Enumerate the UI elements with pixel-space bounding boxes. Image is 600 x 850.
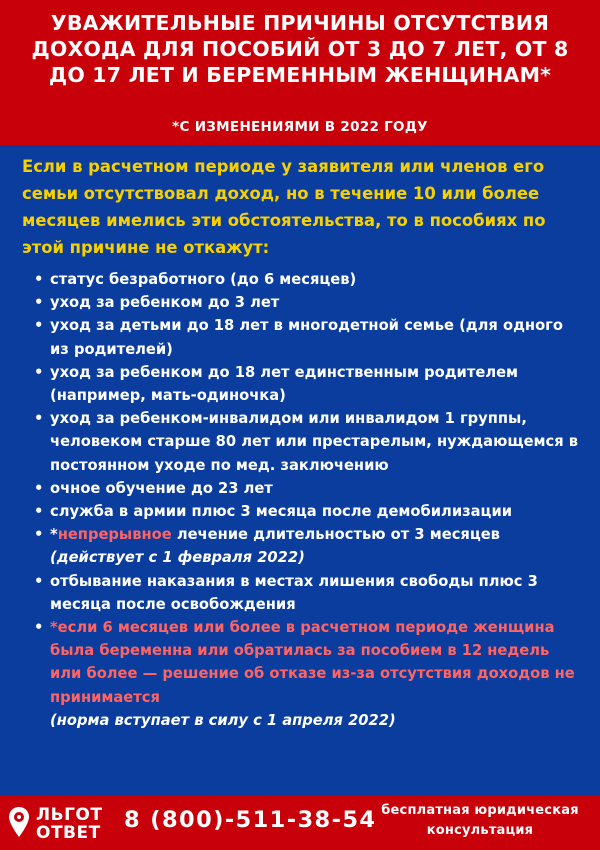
- page-title: УВАЖИТЕЛЬНЫЕ ПРИЧИНЫ ОТСУТСТВИЯ ДОХОДА ДЛЯ ПОСОБИЙ ОТ 3 ДО 7 ЛЕТ, ОТ 8 ДО 17 ЛЕТ И БЕРЕМЕННЫМ ЖЕНЩИНАМ*: [31, 11, 569, 87]
- bullet-icon: •: [34, 572, 44, 590]
- bullet-icon: •: [34, 503, 44, 521]
- list-item: [34, 477, 584, 500]
- list-item: [34, 291, 584, 314]
- effective-date-note: (норма вступает в силу с 1 апреля 2022): [50, 711, 396, 729]
- list-item: [34, 570, 584, 616]
- consultation-text: [366, 801, 594, 841]
- location-pin-icon: [8, 806, 30, 838]
- condition-text: служба в армии плюс 3 месяца после демобилизации: [50, 503, 513, 521]
- bullet-icon: •: [34, 363, 44, 381]
- main-content: [0, 145, 600, 795]
- list-item: [34, 500, 584, 523]
- intro-text: Если в расчетном периоде у заявителя или членов его семьи отсутствовал доход, но в течение 10 или более месяцев имелись эти обстоятельства, то в пособиях по этой причине не откажут:: [22, 157, 546, 257]
- list-item: [34, 361, 584, 407]
- list-item: [34, 407, 584, 477]
- condition-text: уход за детьми до 18 лет в многодетной семье (для одного из родителей): [50, 317, 563, 358]
- bullet-icon: •: [34, 479, 44, 497]
- bullet-icon: •: [34, 619, 44, 637]
- header: [0, 0, 600, 145]
- condition-text: очное обучение до 23 лет: [50, 479, 273, 497]
- list-item: [34, 314, 584, 360]
- condition-text: уход за ребенком до 18 лет единственным родителем (например, мать-одиночка): [50, 363, 519, 405]
- condition-text: уход за ребенком-инвалидом или инвалидом 1 группы, человеком старше 80 лет или престарелым, нуждающемся в постоянном уходе по мед. заключению: [50, 410, 579, 474]
- conditions-list: [0, 268, 600, 732]
- footer: [0, 795, 600, 850]
- condition-text: лечение длительностью от 3 месяцев: [171, 526, 500, 544]
- list-item-treatment: [34, 523, 584, 569]
- effective-date-note: (действует с 1 февраля 2022): [50, 549, 305, 567]
- bullet-icon: •: [34, 410, 44, 428]
- pregnancy-text: *если 6 месяцев или более в расчетном периоде женщина была беременна или обратилась за пособием в 12 недель или более — решение об отказе из-за отсутствия доходов не принимается: [50, 619, 575, 706]
- logo-text-bottom: ОТВЕТ: [36, 823, 101, 843]
- phone-number[interactable]: 8 (800)-511-38-54: [124, 807, 377, 833]
- consultation-line-2: консультация: [426, 823, 534, 838]
- asterisk-mark: *: [50, 526, 58, 544]
- bullet-icon: •: [34, 526, 44, 544]
- page-subtitle: *С ИЗМЕНЕНИЯМИ В 2022 ГОДУ: [172, 119, 428, 135]
- condition-text: уход за ребенком до 3 лет: [50, 294, 280, 312]
- logo: [8, 803, 120, 843]
- consultation-line-1: бесплатная юридическая: [381, 803, 579, 818]
- bullet-icon: •: [34, 317, 44, 335]
- list-item-pregnancy: [34, 616, 584, 732]
- condition-text: отбывание наказания в местах лишения свободы плюс 3 месяца после освобождения: [50, 572, 538, 613]
- condition-text: статус безработного (до 6 месяцев): [50, 271, 357, 288]
- bullet-icon: •: [34, 294, 44, 312]
- bullet-icon: •: [34, 271, 44, 288]
- list-item: [34, 268, 584, 291]
- logo-text-top: ЛЬГОТ: [36, 805, 103, 825]
- highlight-word: непрерывное: [57, 526, 172, 544]
